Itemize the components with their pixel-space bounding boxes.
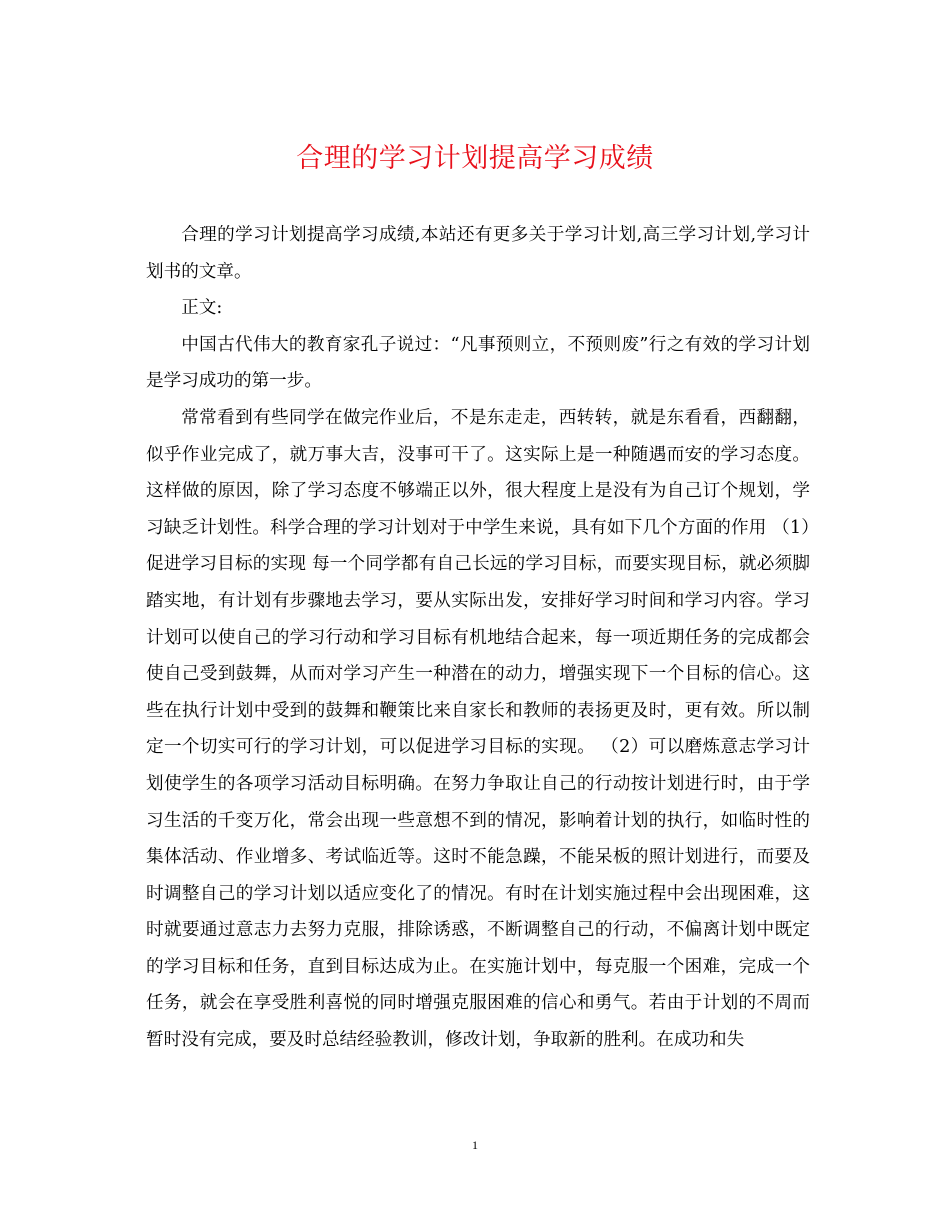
body-label: 正文:	[181, 298, 223, 319]
main-paragraph: 常常看到有些同学在做完作业后，不是东走走，西转转，就是东看看，西翻翻，似乎作业完成了，就万事大吉，没事可干了。这实际上是一种随遇而安的学习态度。这样做的原因，除了学习态度不够端正以外，很大程度上是没有为自己订个规划，学习缺乏计划性。科学合理的学习计划对于中学生来说，具有如下几个方面的作用 （1）促进学习目标的实现 每一个同学都有自己长远的学习目标，而要实现目标，就必须脚踏实地，有计划有步骤地去学习，要从实际出发，安排好学习时间和学习内容。学习计划可以使自己的学习行动和学习目标有机地结合起来，每一项近期任务的完成都会使自己受到鼓舞，从而对学习产生一种潜在的动力，增强实现下一个目标的信心。这些在执行计划中受到的鼓舞和鞭策比来自家长和教师的表扬更及时，更有效。所以制定一个切实可行的学习计划，可以促进学习目标的实现。 （2）可以磨炼意志学习计划使学生的各项学习活动目标明确。在努力争取让自己的行动按计划进行时，由于学习生活的千变万化，常会出现一些意想不到的情况，影响着计划的执行，如临时性的集体活动、作业增多、考试临近等。这时不能急躁，不能呆板的照计划进行，而要及时调整自己的学习计划以适应变化了的情况。有时在计划实施过程中会出现困难，这时就要通过意志力去努力克服，排除诱惑，不断调整自己的行动，不偏离计划中既定的学习目标和任务，直到目标达成为止。在实施计划中，每克服一个困难，完成一个任务，就会在享受胜利喜悦的同时增强克服困难的信心和勇气。若由于计划的不周而暂时没有完成，要及时总结经验教训，修改计划，争取新的胜利。在成功和失	[146, 407, 810, 1051]
document-title: 合理的学习计划提高学习成绩	[296, 143, 654, 174]
intro-paragraph: 合理的学习计划提高学习成绩,本站还有更多关于学习计划,高三学习计划,学习计划书的文章。	[146, 225, 810, 282]
quote-paragraph: 中国古代伟大的教育家孔子说过：“凡事预则立，不预则废”行之有效的学习计划是学习成功的第一步。	[146, 334, 810, 392]
page-number: 1	[472, 1138, 478, 1152]
document-body	[146, 217, 810, 1059]
